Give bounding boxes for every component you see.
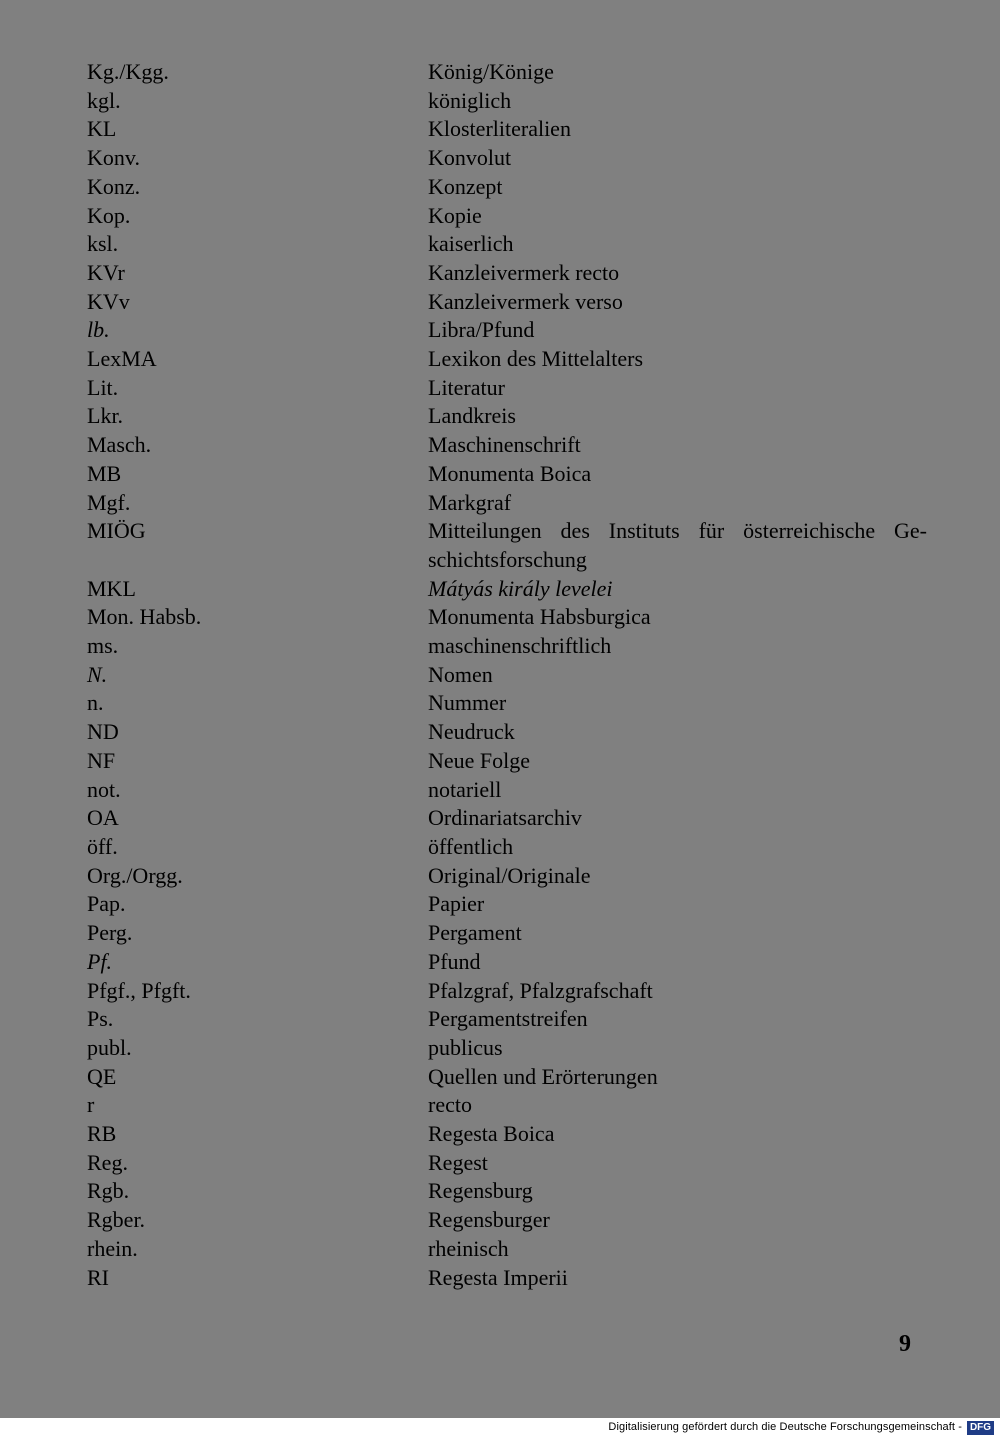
abbreviation-term: Mon. Habsb. — [87, 604, 202, 630]
abbreviation-meaning: notariell — [428, 776, 502, 802]
abbreviation-entry — [87, 144, 927, 173]
abbreviation-entry — [87, 316, 927, 345]
abbreviation-entry — [87, 919, 927, 948]
abbreviation-term: Reg. — [87, 1149, 128, 1175]
abbreviation-term: r — [87, 1092, 95, 1118]
abbreviation-entry — [87, 632, 927, 661]
abbreviation-meaning: Landkreis — [428, 403, 516, 429]
abbreviation-term: KL — [87, 116, 117, 142]
abbreviation-meaning: Quellen und Erörterungen — [428, 1063, 658, 1089]
abbreviation-term: Konz. — [87, 173, 141, 199]
abbreviation-term: Kop. — [87, 202, 131, 228]
abbreviation-entry — [87, 230, 927, 259]
abbreviation-meaning: Maschinenschrift — [428, 432, 581, 458]
abbreviation-term: kgl. — [87, 87, 121, 113]
abbreviation-term: KVv — [87, 288, 130, 314]
abbreviation-entry — [87, 345, 927, 374]
abbreviation-term: Ps. — [87, 1006, 114, 1032]
abbreviation-entry — [87, 374, 927, 403]
abbreviation-meaning: Kanzleivermerk verso — [428, 288, 623, 314]
abbreviation-entry — [87, 977, 927, 1006]
abbreviation-meaning: Libra/Pfund — [428, 317, 535, 343]
abbreviation-meaning: Pfund — [428, 948, 481, 974]
abbreviation-meaning: Klosterliteralien — [428, 116, 571, 142]
abbreviation-meaning: Nummer — [428, 690, 507, 716]
abbreviation-meaning: Monumenta Habsburgica — [428, 604, 651, 630]
abbreviation-term: öff. — [87, 833, 118, 859]
abbreviation-entry — [87, 288, 927, 317]
abbreviation-term: Rgb. — [87, 1178, 130, 1204]
abbreviation-meaning: Monumenta Boica — [428, 460, 592, 486]
abbreviation-meaning: König/Könige — [428, 59, 554, 84]
abbreviation-entry — [87, 603, 927, 632]
abbreviation-meaning: kaiserlich — [428, 231, 514, 257]
abbreviation-meaning: Regesta Boica — [428, 1121, 555, 1147]
abbreviation-term: Lit. — [87, 374, 119, 400]
abbreviation-meaning: publicus — [428, 1034, 503, 1060]
abbreviation-entry — [87, 1264, 927, 1293]
abbreviation-entry — [87, 115, 927, 144]
abbreviation-meaning: Regest — [428, 1149, 488, 1175]
abbreviation-entry — [87, 58, 927, 87]
abbreviation-term: Konv. — [87, 145, 140, 171]
abbreviation-meaning: Markgraf — [428, 489, 512, 515]
abbreviation-meaning: Neue Folge — [428, 747, 531, 773]
abbreviation-entry — [87, 1005, 927, 1034]
abbreviation-meaning: Pergamentstreifen — [428, 1006, 588, 1032]
abbreviation-meaning: Regensburger — [428, 1207, 550, 1233]
abbreviation-meaning: Regensburg — [428, 1178, 533, 1204]
abbreviation-entry — [87, 1034, 927, 1063]
abbreviation-meaning: Lexikon des Mittelalters — [428, 346, 644, 372]
abbreviation-entry — [87, 948, 927, 977]
abbreviation-term: QE — [87, 1063, 117, 1089]
abbreviation-meaning: öffentlich — [428, 833, 514, 859]
abbreviation-term: Rgber. — [87, 1207, 146, 1233]
abbreviation-term: OA — [87, 805, 119, 831]
abbreviation-term: NF — [87, 747, 116, 773]
abbreviation-term: KVr — [87, 259, 125, 285]
abbreviation-entry — [87, 689, 927, 718]
abbreviation-entry — [87, 1177, 927, 1206]
abbreviation-term: lb. — [87, 317, 110, 343]
abbreviation-term: n. — [87, 690, 104, 716]
abbreviation-term: MB — [87, 460, 122, 486]
abbreviation-entry — [87, 489, 927, 518]
abbreviation-entry — [87, 402, 927, 431]
abbreviation-meaning: Neudruck — [428, 719, 515, 745]
abbreviation-meaning: Pfalzgraf, Pfalzgrafschaft — [428, 977, 653, 1003]
abbreviation-term: N. — [87, 661, 108, 687]
abbreviation-entry — [87, 431, 927, 460]
abbreviation-entry — [87, 173, 927, 202]
abbreviation-term: LexMA — [87, 346, 157, 372]
abbreviation-entry — [87, 1235, 927, 1264]
abbreviation-term: Kg./Kgg. — [87, 59, 169, 84]
abbreviation-term: ms. — [87, 633, 119, 659]
abbreviation-entry — [87, 747, 927, 776]
abbreviation-list — [87, 58, 927, 1292]
abbreviation-entry — [87, 890, 927, 919]
abbreviation-meaning: Ordinariatsarchiv — [428, 805, 582, 831]
abbreviation-meaning: maschinenschriftlich — [428, 633, 612, 659]
abbreviation-entry — [87, 202, 927, 231]
abbreviation-term: Org./Orgg. — [87, 862, 183, 888]
abbreviation-entry — [87, 87, 927, 116]
abbreviation-term: Pf. — [87, 948, 113, 974]
abbreviation-term: Pap. — [87, 891, 126, 917]
abbreviation-term: Lkr. — [87, 403, 124, 429]
abbreviation-meaning: Regesta Imperii — [428, 1264, 568, 1290]
abbreviation-entry — [87, 517, 927, 574]
abbreviation-term: MIÖG — [87, 518, 146, 544]
abbreviation-term: MKL — [87, 575, 136, 601]
abbreviation-term: Masch. — [87, 432, 152, 458]
abbreviation-meaning: Nomen — [428, 661, 493, 687]
abbreviation-entry — [87, 1206, 927, 1235]
dfg-logo-icon: DFG — [967, 1421, 994, 1435]
abbreviation-meaning: königlich — [428, 87, 512, 113]
abbreviation-entry — [87, 575, 927, 604]
abbreviation-entry — [87, 718, 927, 747]
abbreviation-meaning: Pergament — [428, 920, 522, 946]
abbreviation-term: RI — [87, 1264, 109, 1290]
abbreviation-meaning: Literatur — [428, 374, 505, 400]
page-number: 9 — [899, 1331, 911, 1357]
abbreviation-term: ksl. — [87, 231, 119, 257]
abbreviation-term: ND — [87, 719, 119, 745]
abbreviation-meaning: Kanzleivermerk recto — [428, 259, 620, 285]
abbreviation-entry — [87, 776, 927, 805]
abbreviation-meaning: Original/Originale — [428, 862, 591, 888]
abbreviation-meaning: Mátyás király levelei — [428, 575, 613, 601]
abbreviation-meaning: Mitteilungen des Instituts für österreichische Ge-schichtsforschung — [428, 518, 927, 572]
abbreviation-meaning: Papier — [428, 891, 485, 917]
abbreviation-entry — [87, 460, 927, 489]
abbreviation-term: not. — [87, 776, 121, 802]
abbreviation-term: RB — [87, 1121, 117, 1147]
abbreviation-meaning: Konzept — [428, 173, 503, 199]
abbreviation-term: Mgf. — [87, 489, 131, 515]
abbreviation-entry — [87, 862, 927, 891]
abbreviation-entry — [87, 804, 927, 833]
footer-credit: Digitalisierung gefördert durch die Deutsche Forschungsgemeinschaft - — [608, 1421, 962, 1433]
abbreviation-meaning: recto — [428, 1092, 472, 1118]
abbreviation-meaning: Konvolut — [428, 145, 512, 171]
abbreviation-meaning: rheinisch — [428, 1235, 509, 1261]
abbreviation-entry — [87, 259, 927, 288]
abbreviation-term: publ. — [87, 1034, 132, 1060]
footer-bar — [0, 1418, 1000, 1439]
abbreviation-term: Perg. — [87, 920, 133, 946]
abbreviation-entry — [87, 1091, 927, 1120]
abbreviation-entry — [87, 1149, 927, 1178]
abbreviation-term: rhein. — [87, 1235, 138, 1261]
abbreviation-entry — [87, 1120, 927, 1149]
abbreviation-entry — [87, 1063, 927, 1092]
abbreviation-entry — [87, 661, 927, 690]
abbreviation-entry — [87, 833, 927, 862]
abbreviation-term: Pfgf., Pfgft. — [87, 977, 191, 1003]
abbreviation-meaning: Kopie — [428, 202, 482, 228]
